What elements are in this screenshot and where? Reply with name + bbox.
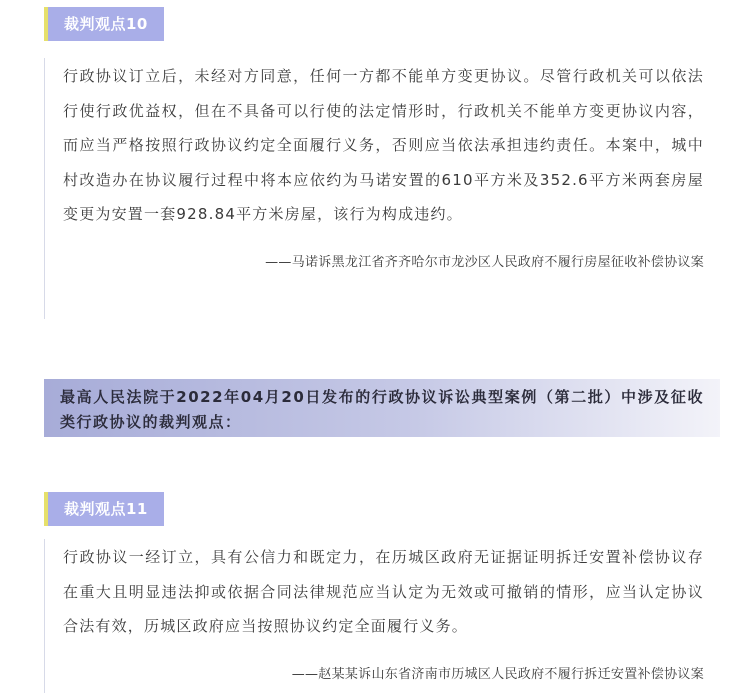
quote-body: 行政协议订立后，未经对方同意，任何一方都不能单方变更协议。尽管行政机关可以依法行使行政优益权，但在不具备可以行使的法定情形时，行政机关不能单方变更协议内容，而应当严格按照行政协议约定全面履行义务，否则应当依法承担违约责任。本案中，城中村改造办在协议履行过程中将本应依约为马诺安置的610平方米及352.6平方米两套房屋变更为安置一套928.84平方米房屋，该行为构成违约。 [63, 67, 704, 223]
section-tag-11 [44, 492, 164, 526]
quote-source: ——赵某某诉山东省济南市历城区人民政府不履行拆迁安置补偿协议案 [291, 666, 704, 682]
section-tag-10 [44, 7, 164, 41]
tag-label: 裁判观点10 [48, 7, 164, 41]
quote-block-11 [44, 539, 704, 693]
highlight-banner: 最高人民法院于2022年04月20日发布的行政协议诉讼典型案例（第二批）中涉及征收类行政协议的裁判观点： [44, 379, 720, 437]
quote-body: 行政协议一经订立，具有公信力和既定力，在历城区政府无证据证明拆迁安置补偿协议存在重大且明显违法抑或依据合同法律规范应当认定为无效或可撤销的情形，应当认定协议合法有效，历城区政府应当按照协议约定全面履行义务。 [63, 548, 704, 635]
tag-label: 裁判观点11 [48, 492, 164, 526]
quote-source: ——马诺诉黑龙江省齐齐哈尔市龙沙区人民政府不履行房屋征收补偿协议案 [265, 254, 704, 270]
quote-block-10 [44, 58, 704, 319]
